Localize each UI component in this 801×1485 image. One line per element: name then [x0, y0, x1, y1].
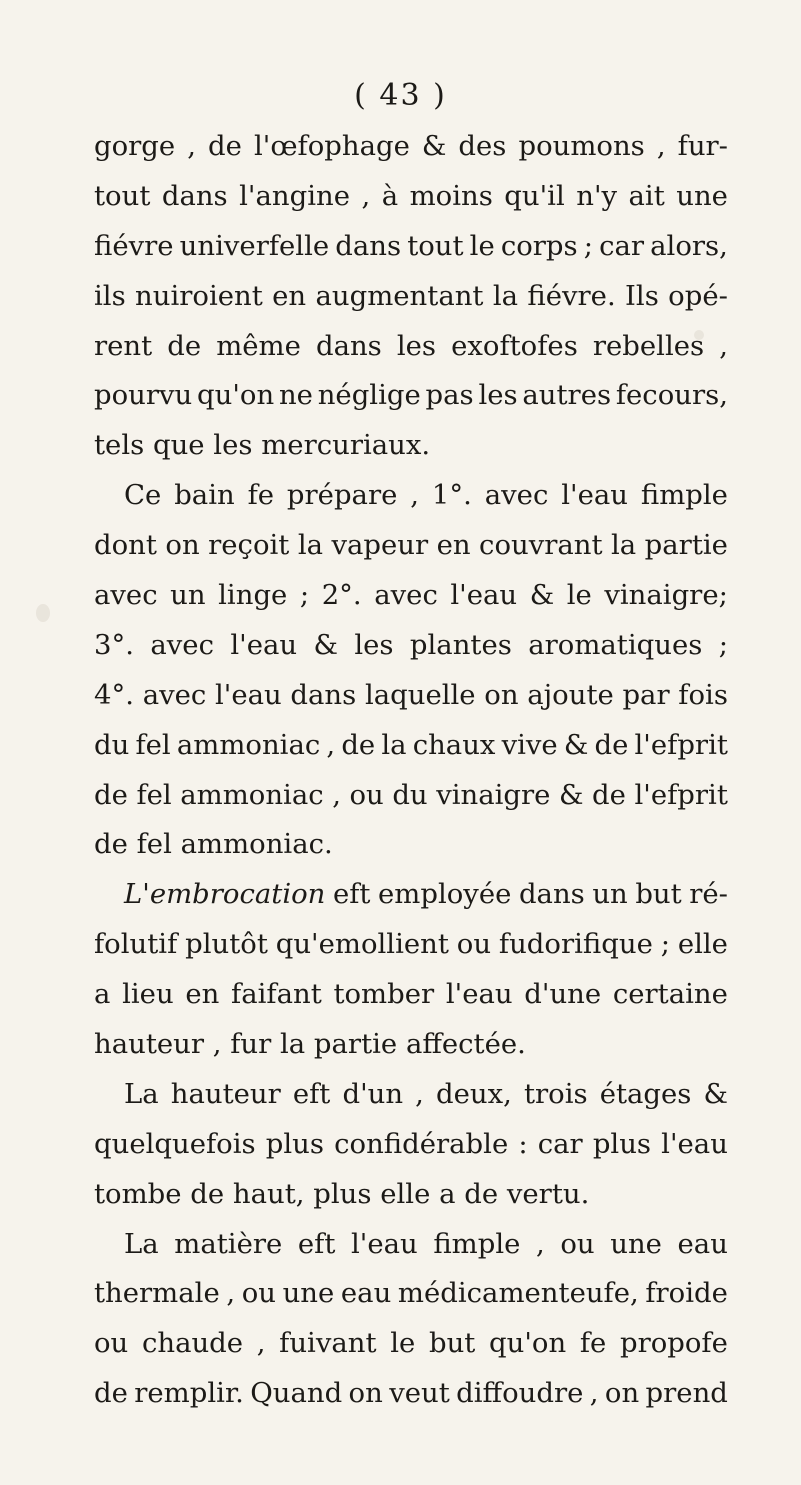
text-line: du fel ammoniac , de la chaux vive & de l'efprit — [94, 728, 728, 761]
text-line: pourvu qu'on ne néglige pas les autres fecours, — [94, 379, 728, 412]
text-line: ils nuiroient en augmentant la fiévre. Ils opé- — [94, 279, 728, 312]
text-line: de remplir. Quand on veut diffoudre , on prend — [94, 1377, 728, 1410]
text-line: rent de même dans les exoftofes rebelles , — [94, 329, 728, 362]
text-line: de fel ammoniac , ou du vinaigre & de l'efprit — [94, 778, 728, 811]
text-line: avec un linge ; 2°. avec l'eau & le vinaigre; — [94, 579, 728, 612]
page-number: ( 43 ) — [354, 78, 447, 113]
text-line: gorge , de l'œfophage & des poumons , fur- — [94, 130, 728, 162]
text-line: thermale , ou une eau médicamenteufe, froide — [94, 1277, 728, 1310]
paper-stain — [36, 604, 50, 622]
text-line: hauteur , fur la partie affectée. — [94, 1028, 526, 1061]
text-line: La matière eft l'eau fimple , ou une eau — [124, 1227, 728, 1260]
text-line: de fel ammoniac. — [94, 828, 333, 861]
text-line: tombe de haut, plus elle a de vertu. — [94, 1177, 590, 1210]
text-line: L'embrocation eft employée dans un but ré- — [124, 878, 728, 911]
text-line: tout dans l'angine , à moins qu'il n'y ait une — [94, 179, 728, 212]
text-line: a lieu en faifant tomber l'eau d'une certaine — [94, 978, 728, 1011]
text-line: quelquefois plus confidérable : car plus l'eau — [94, 1127, 728, 1160]
text-line: dont on reçoit la vapeur en couvrant la partie — [94, 529, 728, 562]
text-line: 4°. avec l'eau dans laquelle on ajoute par fois — [94, 678, 728, 711]
text-line: tels que les mercuriaux. — [94, 429, 431, 462]
text-line: fiévre univerfelle dans tout le corps ; car alors, — [94, 229, 728, 262]
text-line: ou chaude , fuivant le but qu'on fe propofe — [94, 1327, 728, 1360]
text-line: Ce bain fe prépare , 1°. avec l'eau fimple — [124, 479, 728, 512]
body-text — [94, 122, 728, 1419]
text-line: folutif plutôt qu'emollient ou fudorifique ; elle — [94, 928, 728, 961]
text-line: 3°. avec l'eau & les plantes aromatiques ; — [94, 628, 728, 661]
text-line: La hauteur eft d'un , deux, trois étages & — [124, 1077, 728, 1110]
